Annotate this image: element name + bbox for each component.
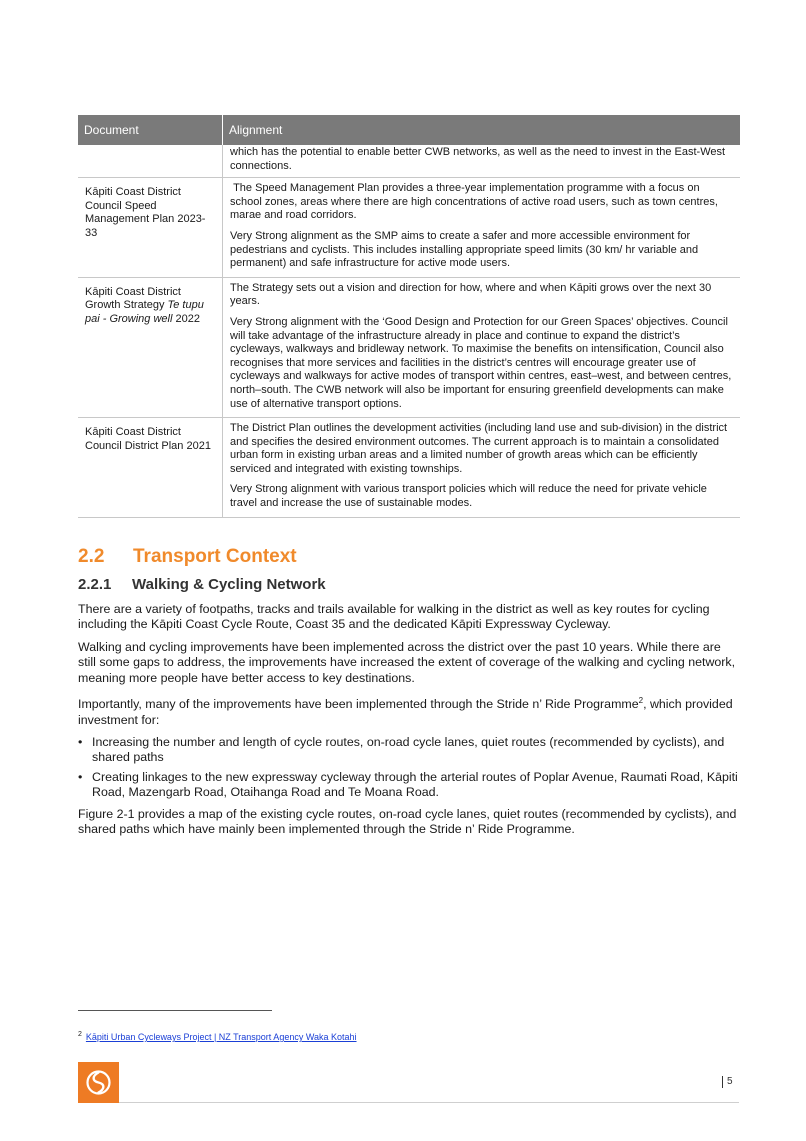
table-cell-document: Kāpiti Coast District Council District Plan 2021 <box>78 418 223 518</box>
footnote-divider <box>78 1010 272 1011</box>
bullet-icon: • <box>78 769 83 784</box>
column-header-document: Document <box>78 115 223 145</box>
table-row <box>78 145 740 178</box>
footer-divider <box>119 1102 739 1103</box>
page-number: 5 <box>722 1076 733 1088</box>
table-cell-alignment <box>223 277 741 417</box>
section-number: 2.2 <box>78 546 105 567</box>
list-item-text: Increasing the number and length of cycle routes, on-road cycle lanes, quiet routes (recommended by cyclists), and shared paths <box>92 734 725 765</box>
cell-paragraph: Very Strong alignment with the ‘Good Design and Protection for our Green Spaces’ objectives. Council will take advantage of the infrastructure already in place and continue to expand the district’s cycleways, walkways and bridleway network. To maximise the benefits on intensification, Council also recognises that more services and facilities in the district’s centres will encourage greater use of cycleways and walkways for active modes of transport within centres, east–west, and between centres, north–south. The CWB network will also be important for ensuring greenfield developments can make use of alternative transport options. <box>230 315 732 410</box>
table-cell-alignment <box>223 418 741 518</box>
subsection-title: Walking & Cycling Network <box>132 576 326 593</box>
document-name-italic: Te tupu pai - Growing well <box>85 299 204 325</box>
column-header-alignment: Alignment <box>223 115 741 145</box>
table-cell-document <box>78 277 223 417</box>
cell-paragraph: Very Strong alignment as the SMP aims to create a safer and more accessible environment for pedestrians and cyclists. This includes installing appropriate speed limits (30 km/ hr variable and permanent) and safe infrastructure for active mode users. <box>230 229 699 270</box>
footnote <box>78 1031 357 1042</box>
paragraph: There are a variety of footpaths, tracks and trails available for walking in the district as well as key routes for cycling including the Kāpiti Coast Cycle Route, Coast 35 and the dedicated Kāpiti Expressway Cycleway. <box>78 602 710 632</box>
document-year: 2022 <box>172 312 200 325</box>
subsection-heading <box>78 576 326 593</box>
alignment-table <box>78 115 740 518</box>
list-item <box>78 770 738 801</box>
paragraph-text-tail: , which provided investment for: <box>78 697 733 727</box>
table-cell-document <box>78 145 223 178</box>
paragraph <box>78 693 738 728</box>
paragraph-text: Importantly, many of the improvements have been implemented through the Stride n’ Ride Programme <box>78 697 639 712</box>
section-title: Transport Context <box>133 546 297 567</box>
paragraph: Walking and cycling improvements have been implemented across the district over the past 10 years. While there are still some gaps to address, the improvements have increased the extent of coverage of the walking and cycling network, meaning more people have better access to key destinations. <box>78 639 736 685</box>
paragraph: Figure 2-1 provides a map of the existing cycle routes, on-road cycle lanes, quiet routes (recommended by cyclists), and shared paths which have mainly been implemented through the Stride n’ Ride Programme. <box>78 806 737 836</box>
bullet-icon: • <box>78 734 83 749</box>
list-item-text: Creating linkages to the new expressway cycleway through the arterial routes of Poplar Avenue, Raumati Road, Kāpiti Road, Mazengarb Road, Otaihanga Road and Te Moana Road. <box>92 769 738 800</box>
cell-paragraph: The District Plan outlines the development activities (including land use and sub-division) in the district and specifies the desired environment outcomes. The current approach is to maintain a consolidated urban form in existing urban areas and a limited number of growth areas which can be efficiently serviced and integrated with existing townships. <box>230 422 728 475</box>
document-name: Kāpiti Coast District Growth Strategy <box>85 285 185 312</box>
table-cell-document: Kāpiti Coast District Council Speed Management Plan 2023-33 <box>78 178 223 278</box>
company-logo <box>78 1062 119 1103</box>
table-row <box>78 277 740 417</box>
cell-paragraph: which has the potential to enable better CWB networks, as well as the need to invest in the East-West connections. <box>230 146 726 172</box>
footnote-link[interactable]: Kāpiti Urban Cycleways Project | NZ Transport Agency Waka Kotahi <box>85 1032 357 1042</box>
section-heading <box>78 546 297 568</box>
table-cell-alignment <box>223 145 741 178</box>
table-cell-alignment <box>223 178 741 278</box>
bullet-list <box>78 735 738 801</box>
list-item <box>78 735 738 766</box>
table-header-row <box>78 115 740 145</box>
footnote-number: 2 <box>78 1031 82 1038</box>
swirl-logo-icon <box>78 1062 119 1103</box>
body-text <box>78 602 738 844</box>
table-row <box>78 418 740 518</box>
subsection-number: 2.2.1 <box>78 576 112 593</box>
table-row <box>78 178 740 278</box>
cell-paragraph: The Strategy sets out a vision and direction for how, where and when Kāpiti grows over the next 30 years. <box>230 281 712 308</box>
footnote-reference[interactable]: 2 <box>638 696 644 706</box>
cell-paragraph: The Speed Management Plan provides a three-year implementation programme with a focus on school zones, areas where there are high concentrations of active road users, such as town centres, marae and road corridors. <box>230 182 721 222</box>
cell-paragraph: Very Strong alignment with various transport policies which will reduce the need for private vehicle travel and increase the use of sustainable modes. <box>230 483 707 510</box>
